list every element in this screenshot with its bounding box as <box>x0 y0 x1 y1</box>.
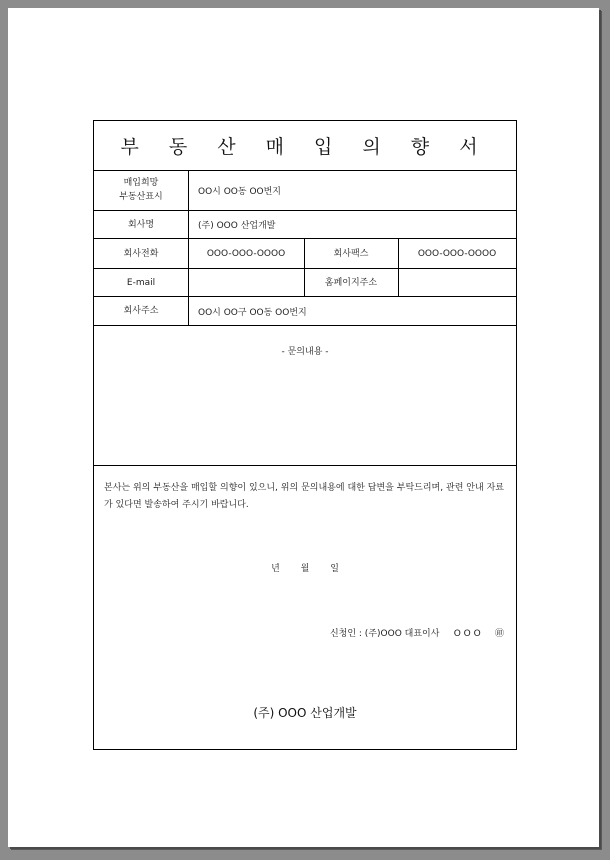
statement-section <box>94 466 516 750</box>
company-value: (주) OOO 산업개발 <box>198 221 276 231</box>
property-value: OO시 OO동 OO번지 <box>198 186 282 197</box>
phone-value: OOO-OOO-OOOO <box>206 248 286 259</box>
homepage-value <box>398 269 516 296</box>
applicant-line: 신청인 : (주)OOO 대표이사 O O O ㊞ <box>329 629 504 639</box>
email-homepage-row <box>94 269 516 297</box>
company-row <box>94 211 516 239</box>
homepage-label: 홈페이지주소 <box>324 277 378 288</box>
email-label: E-mail <box>126 277 156 288</box>
document-page <box>8 8 599 847</box>
statement-text: 본사는 위의 부동산을 매입할 의향이 있으니, 위의 문의내용에 대한 답변을 부탁드리며, 관련 안내 자료가 있다면 발송하여 주시기 바랍니다. <box>104 483 504 510</box>
phone-fax-row <box>94 239 516 269</box>
address-value: OO시 OO구 OO동 OO번지 <box>198 307 307 318</box>
inquiry-heading: - 문의내용 - <box>281 347 329 357</box>
form-title: 부 동 산 매 입 의 향 서 <box>94 121 516 171</box>
phone-label: 회사전화 <box>123 248 159 259</box>
inquiry-section <box>94 326 516 466</box>
property-row <box>94 170 516 211</box>
company-signature: (주) OOO 산업개발 <box>253 706 357 720</box>
fax-label: 회사팩스 <box>333 248 369 259</box>
fax-value: OOO-OOO-OOOO <box>417 248 497 259</box>
purchase-intent-form <box>93 120 517 750</box>
email-value <box>188 269 304 296</box>
address-row <box>94 297 516 326</box>
company-label: 회사명 <box>127 219 155 230</box>
date-line: 년 월 일 <box>271 564 339 574</box>
property-label: 매입희망 부동산표시 <box>119 178 163 202</box>
address-label: 회사주소 <box>123 306 159 316</box>
